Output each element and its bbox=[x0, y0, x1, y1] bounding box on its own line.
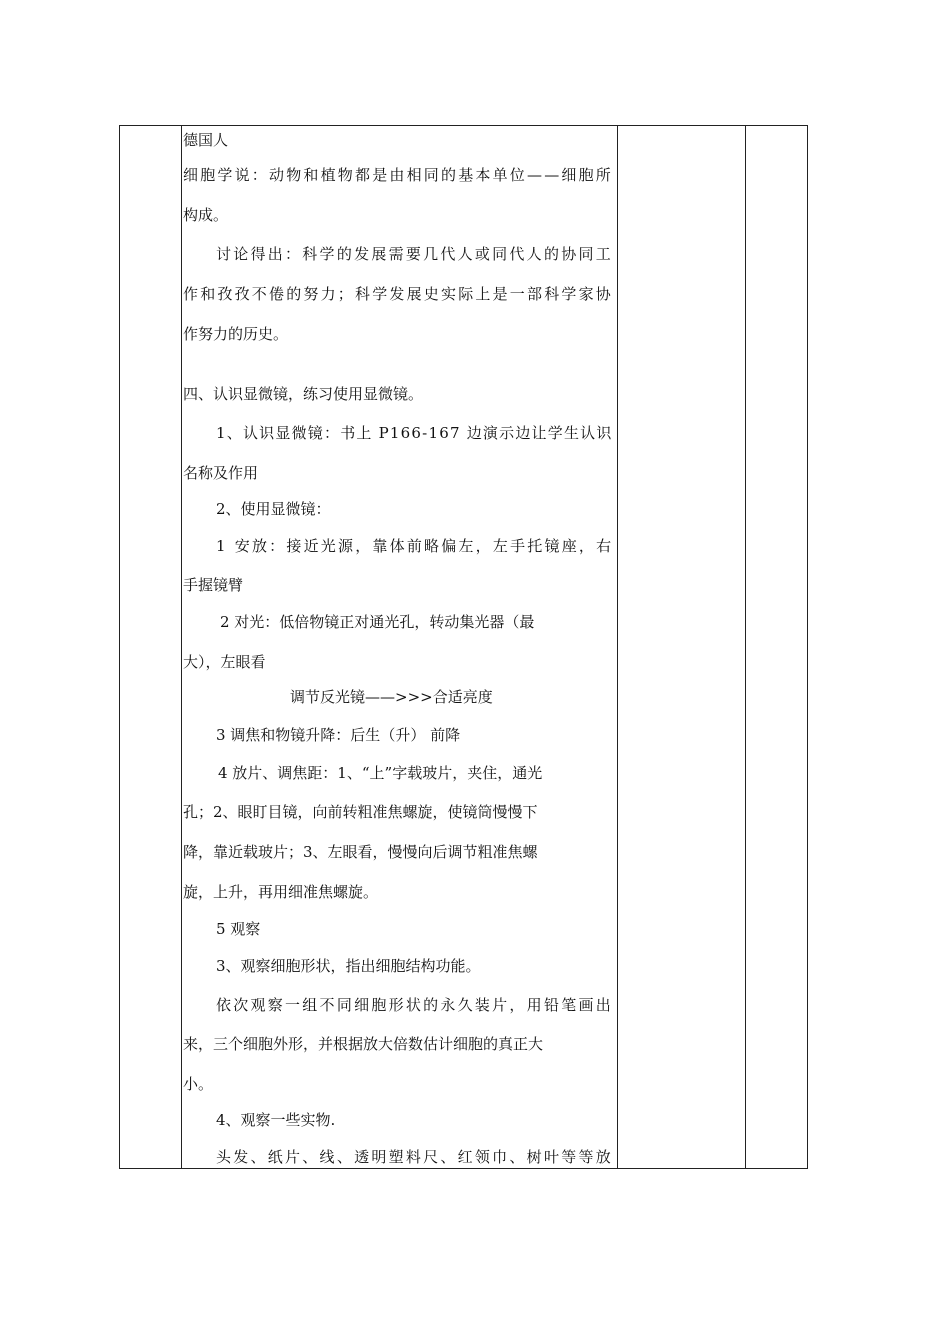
text-line: 讨论得出：科学的发展需要几代人或同代人的协同工 bbox=[216, 245, 613, 263]
text-line: 4 放片、调焦距：1、“上”字载玻片，夹住，通光 bbox=[218, 764, 543, 782]
text-line: 1 安放：接近光源，靠体前略偏左，左手托镜座，右 bbox=[216, 537, 614, 555]
text-line: 调节反光镜——>>>合适亮度 bbox=[290, 688, 493, 706]
column-divider bbox=[181, 126, 182, 1168]
text-line: 降，靠近载玻片；3、左眼看，慢慢向后调节粗准焦螺 bbox=[183, 843, 538, 861]
text-line: 构成。 bbox=[183, 206, 229, 224]
text-line: 5 观察 bbox=[216, 920, 261, 938]
text-line: 1、认识显微镜：书上 P166-167 边演示边让学生认识 bbox=[216, 424, 613, 442]
text-line: 孔；2、眼盯目镜，向前转粗准焦螺旋，使镜筒慢慢下 bbox=[183, 803, 538, 821]
text-line: 手握镜臂 bbox=[183, 576, 244, 594]
text-line: 作和孜孜不倦的努力；科学发展史实际上是一部科学家协 bbox=[183, 285, 614, 303]
text-line: 德国人 bbox=[183, 131, 229, 149]
text-line: 依次观察一组不同细胞形状的永久装片，用铅笔画出 bbox=[216, 996, 613, 1014]
text-line: 大），左眼看 bbox=[183, 653, 266, 671]
lesson-table bbox=[119, 125, 808, 1169]
text-line: 来，三个细胞外形，并根据放大倍数估计细胞的真正大 bbox=[183, 1035, 544, 1053]
text-line: 细胞学说：动物和植物都是由相同的基本单位——细胞所 bbox=[183, 166, 614, 184]
text-line: 名称及作用 bbox=[183, 464, 259, 482]
text-line: 头发、纸片、线、透明塑料尺、红领巾、树叶等等放 bbox=[216, 1148, 613, 1166]
text-line: 作努力的历史。 bbox=[183, 325, 289, 343]
text-line: 2、使用显微镜： bbox=[216, 500, 331, 518]
text-line: 旋，上升，再用细准焦螺旋。 bbox=[183, 883, 379, 901]
text-line: 3、观察细胞形状，指出细胞结构功能。 bbox=[216, 957, 481, 975]
section-heading: 四、认识显微镜，练习使用显微镜。 bbox=[183, 385, 424, 403]
column-divider bbox=[745, 126, 746, 1168]
column-divider bbox=[617, 126, 618, 1168]
text-line: 3 调焦和物镜升降：后生（升） 前降 bbox=[216, 726, 461, 744]
text-line: 小。 bbox=[183, 1075, 214, 1093]
text-line: 4、观察一些实物. bbox=[216, 1111, 336, 1129]
text-line: 2 对光：低倍物镜正对通光孔，转动集光器（最 bbox=[220, 613, 535, 631]
